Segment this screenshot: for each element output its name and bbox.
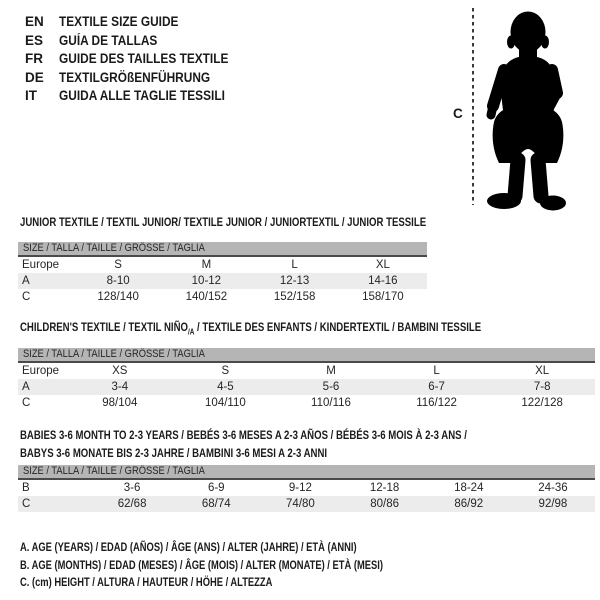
- footnote-c: C. (cm) HEIGHT / ALTURA / HAUTEUR / HÖHE / ALTEZZA: [20, 575, 273, 589]
- table-cell: 6-9: [207, 482, 225, 494]
- table-cell: 140/152: [185, 291, 228, 303]
- language-label: TEXTILE SIZE GUIDE: [59, 14, 179, 29]
- table-cell: 62/68: [117, 498, 147, 510]
- table-cell: 158/170: [362, 291, 404, 303]
- table-cell: 98/104: [102, 397, 138, 410]
- size-header-bar: SIZE / TALLA / TAILLE / GRÖSSE / TAGLIA: [18, 242, 427, 257]
- table-cell: 116/122: [416, 397, 457, 410]
- table-row: [18, 395, 595, 411]
- language-row: [25, 32, 252, 51]
- table-row: [18, 379, 595, 395]
- table-row: [18, 480, 595, 496]
- table-cell: 6-7: [428, 381, 445, 394]
- footnote-a: A. AGE (YEARS) / EDAD (AÑOS) / ÂGE (ANS) / ALTER (JAHRE) / ETÀ (ANNI): [20, 540, 357, 554]
- footnotes: [20, 539, 485, 592]
- language-label: GUÍA DE TALLAS: [59, 32, 158, 48]
- table-cell: 68/74: [201, 498, 231, 510]
- language-label: GUIDA ALLE TAGLIE TESSILI: [59, 88, 225, 103]
- table-cell: XS: [112, 365, 128, 378]
- table-row: [18, 289, 427, 305]
- language-row: [25, 69, 252, 88]
- size-header-bar: SIZE / TALLA / TAILLE / GRÖSSE / TAGLIA: [18, 348, 595, 363]
- table-cell: 92/98: [538, 498, 568, 510]
- language-code: ES: [25, 32, 44, 48]
- table-cell: 12-18: [369, 482, 400, 494]
- row-label: Europe: [22, 259, 60, 271]
- row-label: Europe: [22, 365, 60, 378]
- table-cell: 12-13: [279, 275, 310, 287]
- table-cell: 8-10: [106, 275, 130, 287]
- row-label: B: [22, 482, 30, 494]
- size-header-bar: SIZE / TALLA / TAILLE / GRÖSSE / TAGLIA: [18, 465, 595, 480]
- table-row: [18, 273, 427, 289]
- language-code: DE: [25, 69, 44, 85]
- table-cell: 80/86: [370, 498, 399, 510]
- children-table-title: CHILDREN'S TEXTILE / TEXTIL $NIÑO_{/A}$ / TEXTILE DES ENFANTS / KINDERTEXTIL / BAMBINI TESSILE: [20, 320, 482, 337]
- table-cell: 14-16: [368, 275, 398, 287]
- table-cell: 152/158: [273, 291, 316, 303]
- baby-silhouette-shape: [487, 12, 566, 211]
- row-label: C: [22, 291, 31, 303]
- table-cell: 104/110: [205, 397, 246, 410]
- table-row: [18, 363, 595, 379]
- table-cell: 4-5: [217, 381, 234, 394]
- table-cell: L: [433, 365, 440, 378]
- table-cell: 74/80: [286, 498, 315, 510]
- language-label: GUIDE DES TAILLES TEXTILE: [59, 51, 229, 66]
- babies-table-title: BABIES 3-6 MONTH TO 2-3 YEARS / BEBÉS 3-6 MESES A 2-3 AÑOS / BÉBÉS 3-6 MOIS À 2-3 ANS / BABYS 3-6 MONATE BIS 2-3 JAHRE / BAMBINI 3-6 MESI A 2-3 ANNI: [20, 428, 467, 460]
- table-cell: M: [326, 365, 336, 378]
- junior-textile-table: [18, 216, 427, 305]
- row-label: C: [22, 397, 31, 410]
- row-label: C: [22, 498, 31, 510]
- table-cell: 9-12: [288, 482, 312, 494]
- table-cell: 3-4: [111, 381, 129, 394]
- table-cell: 3-6: [123, 482, 141, 494]
- table-cell: 7-8: [533, 381, 551, 394]
- table-cell: 86/92: [454, 498, 484, 510]
- table-cell: 110/116: [311, 397, 351, 410]
- language-list: [25, 13, 252, 106]
- table-cell: 10-12: [191, 275, 222, 287]
- table-cell: XL: [535, 365, 550, 378]
- table-row: [18, 496, 595, 512]
- table-cell: M: [201, 259, 212, 271]
- language-code: IT: [25, 88, 37, 103]
- baby-silhouette-icon: [440, 0, 600, 220]
- table-cell: 122/128: [521, 397, 563, 410]
- language-code: EN: [25, 14, 44, 29]
- junior-table-title: JUNIOR TEXTILE / TEXTIL JUNIOR/ TEXTILE JUNIOR / JUNIORTEXTIL / JUNIOR TESSILE: [20, 215, 427, 229]
- table-cell: 128/140: [97, 291, 139, 303]
- row-label: A: [22, 275, 30, 287]
- language-code: FR: [25, 51, 43, 66]
- table-cell: 5-6: [322, 381, 340, 394]
- language-row: [25, 13, 252, 32]
- table-cell: 24-36: [538, 482, 568, 494]
- language-label: TEXTILGRÖßENFÜHRUNG: [59, 69, 211, 85]
- table-row: [18, 257, 427, 273]
- language-row: [25, 87, 252, 106]
- children-textile-table: [18, 321, 595, 411]
- table-cell: S: [221, 365, 230, 378]
- table-cell: S: [114, 259, 122, 271]
- table-cell: 18-24: [454, 482, 484, 494]
- babies-textile-table: [18, 427, 595, 512]
- language-row: [25, 50, 252, 69]
- height-marker-label: C: [453, 106, 463, 121]
- table-cell: L: [291, 259, 298, 271]
- table-cell: XL: [375, 259, 390, 271]
- row-label: A: [22, 381, 30, 394]
- footnote-b: B. AGE (MONTHS) / EDAD (MESES) / ÂGE (MOIS) / ALTER (MONATE) / ETÀ (MESI): [20, 557, 383, 572]
